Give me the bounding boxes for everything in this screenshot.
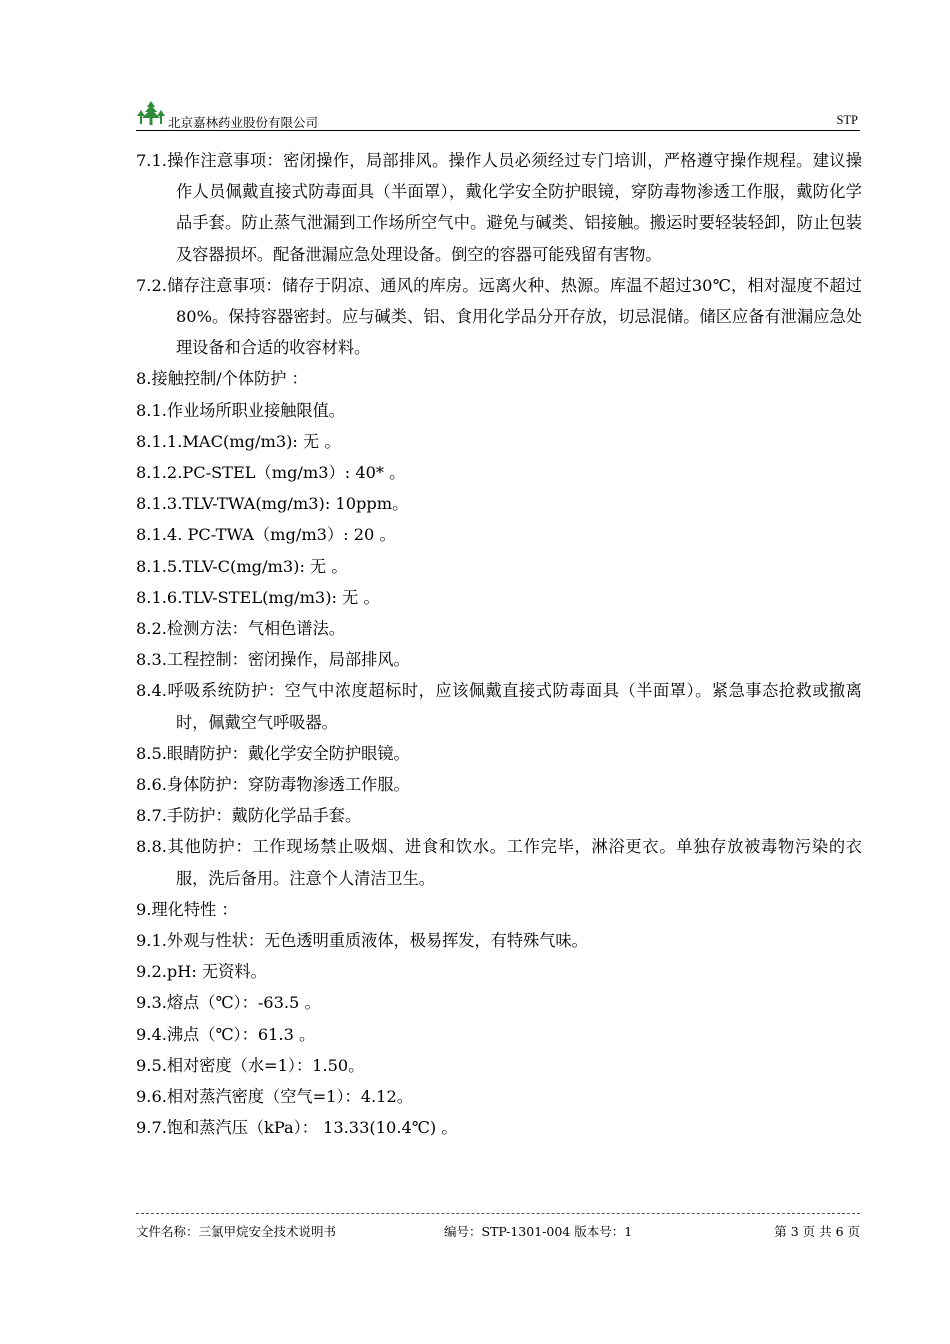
section-8-1-3: 8.1.3.TLV-TWA(mg/m3): 10ppm。 bbox=[136, 494, 409, 514]
section-8-7: 8.7.手防护：戴防化学品手套。 bbox=[136, 806, 362, 826]
section-7-1: 7.1.操作注意事项：密闭操作，局部排风。操作人员必须经过专门培训，严格遵守操作规程。建议操作人员佩戴直接式防毒面具（半面罩），戴化学安全防护眼镜，穿防毒物渗透工作服，戴防化学品手套。防止蒸气泄漏到工作场所空气中。避免与碱类、铝接触。搬运时要轻装轻卸，防止包装及容器损坏。配备泄漏应急处理设备。倒空的容器可能残留有害物。 bbox=[136, 151, 862, 264]
section-8-1-1: 8.1.1.MAC(mg/m3): 无 。 bbox=[136, 431, 341, 451]
footer-number-version: 编号：STP-1301-004 版本号：1 bbox=[444, 1224, 633, 1239]
document-code: STP bbox=[836, 113, 858, 127]
section-9-2: 9.2.pH: 无资料。 bbox=[136, 962, 267, 982]
section-9-6: 9.6.相对蒸汽密度（空气=1）：4.12。 bbox=[136, 1087, 413, 1107]
document-body bbox=[136, 145, 862, 1144]
section-8-1-2: 8.1.2.PC-STEL（mg/m3）: 40* 。 bbox=[136, 463, 406, 483]
section-8-1-4: 8.1.4. PC-TWA（mg/m3）: 20 。 bbox=[136, 525, 396, 545]
section-8-3: 8.3.工程控制：密闭操作，局部排风。 bbox=[136, 650, 410, 670]
company-name: 北京嘉林药业股份有限公司 bbox=[168, 115, 319, 130]
section-8-6: 8.6.身体防护：穿防毒物渗透工作服。 bbox=[136, 775, 410, 795]
section-8-1: 8.1.作业场所职业接触限值。 bbox=[136, 400, 345, 420]
section-8-2: 8.2.检测方法：气相色谱法。 bbox=[136, 619, 345, 639]
section-9-7: 9.7.饱和蒸汽压（kPa）： 13.33(10.4℃) 。 bbox=[136, 1118, 458, 1138]
section-8-1-6: 8.1.6.TLV-STEL(mg/m3): 无 。 bbox=[136, 587, 380, 607]
section-8-1-5: 8.1.5.TLV-C(mg/m3): 无 。 bbox=[136, 556, 348, 576]
section-9-1: 9.1.外观与性状：无色透明重质液体，极易挥发，有特殊气味。 bbox=[136, 931, 588, 951]
section-9-heading: 9.理化特性 ： bbox=[136, 899, 238, 919]
section-9-3: 9.3.熔点（℃）：-63.5 。 bbox=[136, 993, 321, 1013]
footer-file-name: 文件名称：三氯甲烷安全技术说明书 bbox=[136, 1224, 337, 1239]
section-7-2: 7.2.储存注意事项：储存于阴凉、通风的库房。远离火种、热源。库温不超过30℃，相对湿度不超过 80%。保持容器密封。应与碱类、铝、食用化学品分开存放，切忌混储。储区应备有泄漏应急处理设备和合适的收容材料。 bbox=[136, 275, 862, 358]
footer-divider bbox=[136, 1213, 860, 1214]
company-logo-icon bbox=[136, 100, 166, 126]
section-9-4: 9.4.沸点（℃）：61.3 。 bbox=[136, 1024, 316, 1044]
section-8-4: 8.4.呼吸系统防护：空气中浓度超标时，应该佩戴直接式防毒面具（半面罩）。紧急事态抢救或撤离时，佩戴空气呼吸器。 bbox=[136, 681, 862, 732]
section-8-8: 8.8.其他防护：工作现场禁止吸烟、进食和饮水。工作完毕，淋浴更衣。单独存放被毒物污染的衣服，洗后备用。注意个人清洁卫生。 bbox=[136, 837, 862, 888]
section-8-5: 8.5.眼睛防护：戴化学安全防护眼镜。 bbox=[136, 743, 410, 763]
section-9-5: 9.5.相对密度（水=1）：1.50。 bbox=[136, 1055, 365, 1075]
footer-page-number: 第 3 页 共 6 页 bbox=[774, 1224, 860, 1239]
page-header bbox=[136, 98, 860, 131]
section-8-heading: 8.接触控制/个体防护 ： bbox=[136, 369, 308, 389]
